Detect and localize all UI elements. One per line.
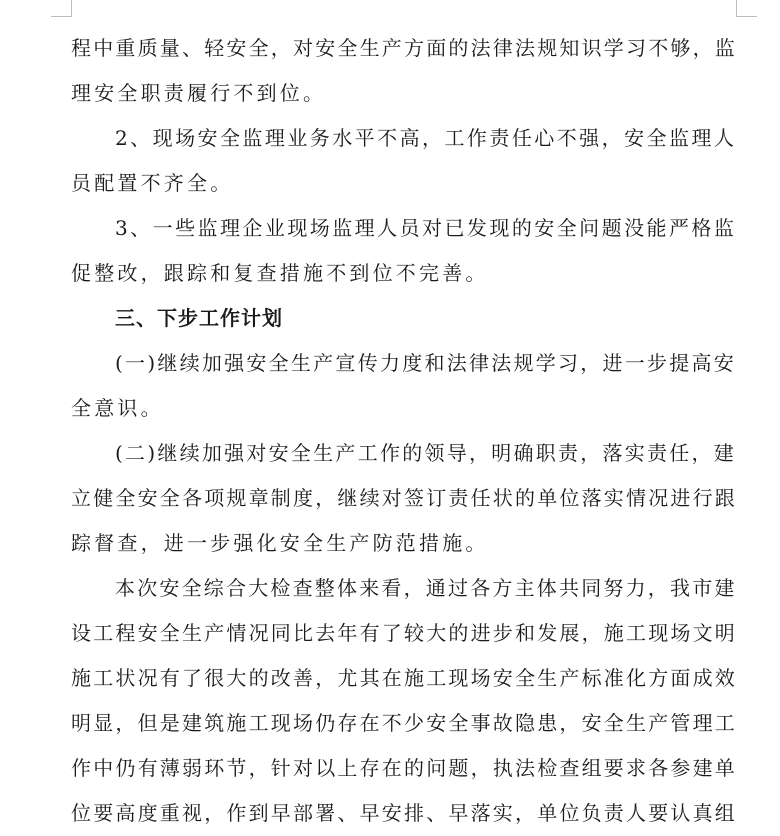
text-line: 明显，但是建筑施工现场仍存在不少安全事故隐患，安全生产管理工 xyxy=(71,711,737,735)
text-line: 理安全职责履行不到位。 xyxy=(71,81,327,105)
text-line: 员配置不齐全。 xyxy=(71,171,234,195)
paragraph-issue-2 xyxy=(71,116,736,206)
text-line: 3、一些监理企业现场监理人员对已发现的安全问题没能严格监 xyxy=(115,216,737,240)
text-line: 作中仍有薄弱环节，针对以上存在的问题，执法检查组要求各参建单 xyxy=(71,756,737,780)
text-line: 程中重质量、轻安全，对安全生产方面的法律法规知识学习不够，监 xyxy=(71,36,737,60)
text-line: 全意识。 xyxy=(71,396,164,420)
margin-corner-mark-right xyxy=(736,0,757,17)
margin-corner-mark-left xyxy=(51,0,72,17)
section-heading xyxy=(71,296,736,341)
text-line: (一)继续加强安全生产宣传力度和法律法规学习，进一步提高安 xyxy=(115,351,736,375)
text-line: 立健全安全各项规章制度，继续对签订责任状的单位落实情况进行跟 xyxy=(71,486,737,510)
paragraph-issue-3 xyxy=(71,206,736,296)
paragraph-plan-1 xyxy=(71,341,736,431)
text-line: 踪督查，进一步强化安全生产防范措施。 xyxy=(71,531,489,555)
text-line: 2、现场安全监理业务水平不高，工作责任心不强，安全监理人 xyxy=(115,126,737,150)
text-line: (二)继续加强对安全生产工作的领导，明确职责，落实责任，建 xyxy=(115,441,736,465)
text-line: 本次安全综合大检查整体来看，通过各方主体共同努力，我市建 xyxy=(115,576,737,600)
paragraph-summary xyxy=(71,566,736,836)
text-line: 设工程安全生产情况同比去年有了较大的进步和发展，施工现场文明 xyxy=(71,621,737,645)
document-body xyxy=(71,26,736,836)
paragraph-continuation xyxy=(71,26,736,116)
paragraph-plan-2 xyxy=(71,431,736,566)
heading-text: 三、下步工作计划 xyxy=(115,306,283,330)
text-line: 促整改，跟踪和复查措施不到位不完善。 xyxy=(71,261,489,285)
text-line: 施工状况有了很大的改善，尤其在施工现场安全生产标准化方面成效 xyxy=(71,666,737,690)
text-line: 位要高度重视，作到早部署、早安排、早落实，单位负责人要认真组 xyxy=(71,801,737,825)
